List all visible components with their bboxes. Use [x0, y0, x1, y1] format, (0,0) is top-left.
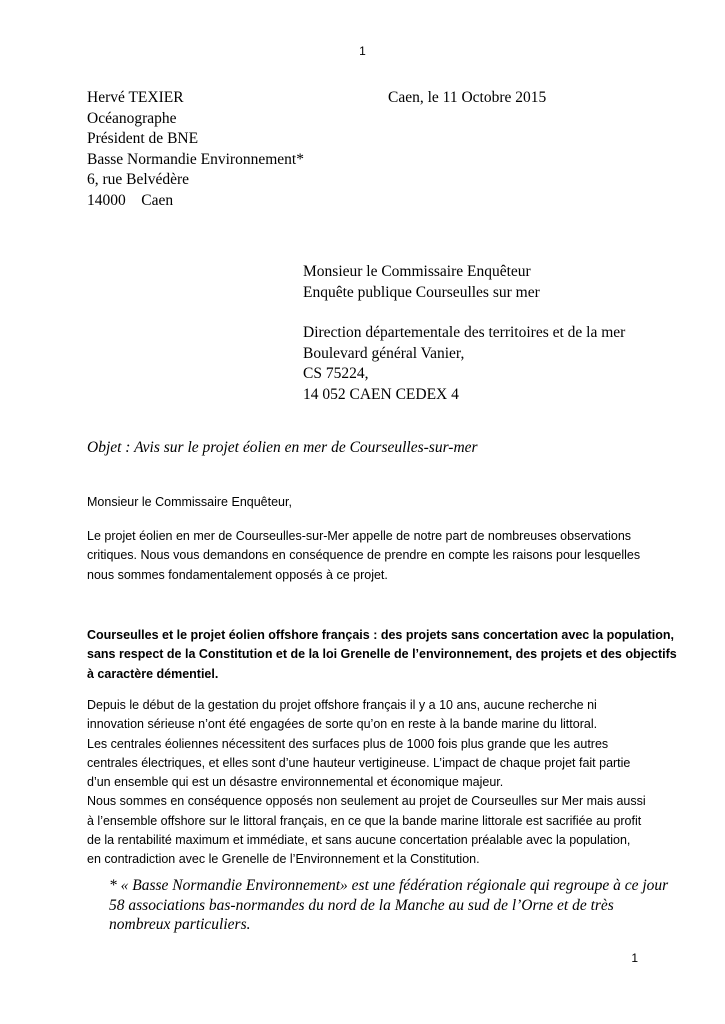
sender-role: Président de BNE: [87, 130, 199, 147]
recipient-line: Monsieur le Commissaire Enquêteur: [303, 263, 531, 280]
sender-city: 14000 Caen: [87, 191, 174, 209]
heading-line: sans respect de la Constitution et de la loi Grenelle de l’environnement, des projets et des objectifs: [87, 647, 677, 662]
sender-block: [87, 88, 304, 211]
section-heading: [87, 626, 677, 684]
paragraph-line: centrales électriques, et elles sont d’une hauteur vertigineuse. L’impact de chaque projet fait partie: [87, 755, 631, 770]
recipient-line: Boulevard général Vanier,: [303, 344, 465, 362]
footnote-line: 58 associations bas-normandes du nord de la Manche au sud de l’Orne et de très: [109, 896, 614, 914]
paragraph-line: Depuis le début de la gestation du projet offshore français il y a 10 ans, aucune recherche ni: [87, 698, 597, 712]
sender-street: 6, rue Belvédère: [87, 171, 189, 188]
paragraph-line: d’un ensemble qui est un désastre environnemental et économique majeur.: [87, 775, 504, 790]
letter-date: Caen, le 11 Octobre 2015: [388, 89, 547, 106]
body-paragraph: [87, 696, 647, 870]
page-number-top: 1: [359, 44, 366, 58]
sender-name: Hervé TEXIER: [87, 89, 184, 106]
salutation: Monsieur le Commissaire Enquêteur,: [87, 495, 292, 509]
spacer: [303, 303, 625, 323]
paragraph-line: de la rentabilité maximum et immédiate, et sans aucune concertation préalable avec la population,: [87, 833, 631, 848]
paragraph-line: en contradiction avec le Grenelle de l’Environnement et la Constitution.: [87, 852, 480, 867]
heading-line: à caractère démentiel.: [87, 666, 219, 681]
paragraph-line: innovation sérieuse n’ont été engagées de sorte qu’on en reste à la bande marine du littoral.: [87, 717, 598, 732]
recipient-line: 14 052 CAEN CEDEX 4: [303, 385, 459, 403]
footnote-line: * « Basse Normandie Environnement» est une fédération régionale qui regroupe à ce jour: [109, 877, 669, 894]
paragraph-line: nous sommes fondamentalement opposés à ce projet.: [87, 567, 388, 582]
paragraph-line: Les centrales éoliennes nécessitent des surfaces plus de 1000 fois plus grande que les autres: [87, 736, 609, 751]
intro-paragraph: [87, 527, 647, 585]
heading-line: Courseulles et le projet éolien offshore français : des projets sans concertation avec la population,: [87, 628, 674, 642]
recipient-line: Direction départementale des territoires et de la mer: [303, 324, 626, 341]
recipient-block: [303, 262, 625, 405]
paragraph-line: Nous sommes en conséquence opposés non seulement au projet de Courseulles sur Mer mais aussi: [87, 794, 646, 809]
footnote: [109, 876, 668, 935]
footnote-line: nombreux particuliers.: [109, 916, 251, 933]
paragraph-line: Le projet éolien en mer de Courseulles-sur-Mer appelle de notre part de nombreuses observations: [87, 529, 632, 543]
sender-title: Océanographe: [87, 109, 177, 127]
page-number-bottom: 1: [631, 951, 638, 965]
subject-line: Objet : Avis sur le projet éolien en mer de Courseulles-sur-mer: [87, 439, 478, 456]
sender-organization: Basse Normandie Environnement*: [87, 150, 304, 168]
paragraph-line: critiques. Nous vous demandons en conséquence de prendre en compte les raisons pour lesquelles: [87, 548, 641, 563]
recipient-line: Enquête publique Courseulles sur mer: [303, 283, 540, 301]
paragraph-line: à l’ensemble offshore sur le littoral français, en ce que la bande marine littorale est sacrifiée au profit: [87, 813, 642, 828]
recipient-line: CS 75224,: [303, 365, 369, 382]
